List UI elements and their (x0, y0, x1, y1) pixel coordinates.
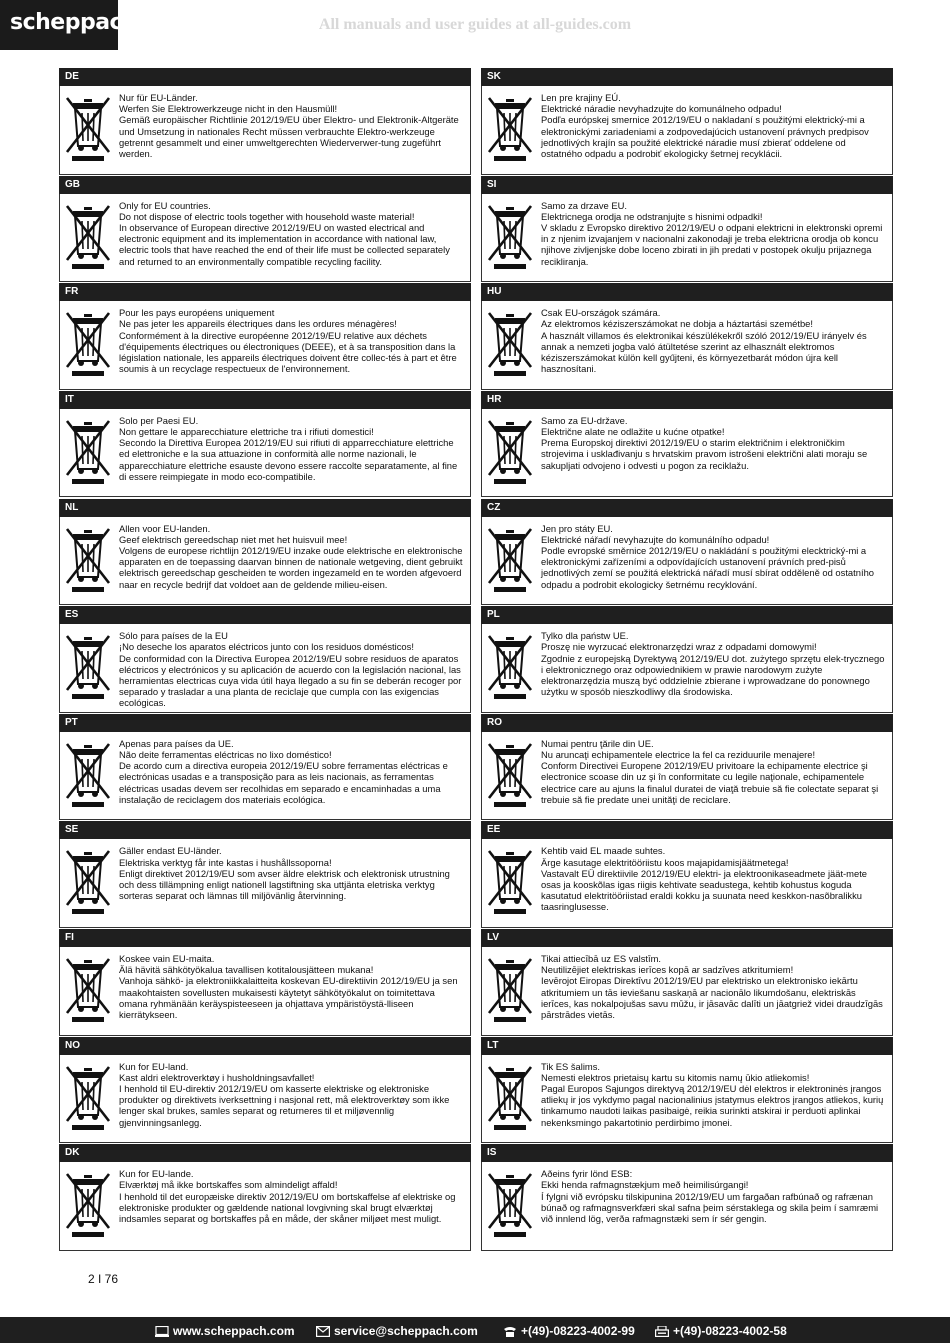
language-code: ES (59, 606, 471, 624)
page-number: 2 I 76 (88, 1272, 119, 1286)
crossed-out-bin-icon (486, 204, 534, 270)
language-code: DK (59, 1144, 471, 1162)
disposal-section-hu (481, 283, 893, 390)
disposal-text: Aðeins fyrir lönd ESB: Ekki henda rafmagnstækjum með heimilisúrgangi! Í fylgni við evrópsku tilskipunina 2012/19/EU um fargaðan rafbúnað og rafrænan búnað og rafmagnsverkfæri skal safna þeim sérstaklega og skila þeim í samræmi við innlend lög, verða rafmagnstæki sem ír sér gengin. (541, 1168, 879, 1225)
crossed-out-bin-icon (64, 419, 112, 485)
disposal-text: Jen pro státy EU. Elektrické nářadí nevyhazujte do komunálního odpadu! Podle evropské směrnice 2012/19/EU o nakládání s použitými elecktrický-mi a elektronickými zařízeními a odpovídajících ustanovení právních pred-pisů jednotlivých zemí se použitá elektrická nářadí musí sbírat odděleně od ostatního odpadu a podrobit ekologicky šetrnému recyklování. (541, 522, 875, 590)
page-header (0, 0, 950, 54)
language-code: SI (481, 176, 893, 194)
disposal-text: Solo per Paesi EU. Non gettare le apparecchiature elettriche tra i rifiuti domestici! Secondo la Direttiva Europea 2012/19/EU sui rifiuti di apparrecchiature elettriche ed elettroniche e la sua attuazione in conformità alle norme nazionali, le apparecchiature elettriche esauste devono essere raccolte separatamente, al fine di essere reimpiegate in modo eco-compatibile. (119, 414, 458, 482)
crossed-out-bin-icon (486, 849, 534, 915)
disposal-text: Tylko dla państw UE. Proszę nie wyrzucać elektronarzędzi wraz z odpadami domowymi! Zgodnie z europejską Dyrektywą 2012/19/EU dot. zużytego sprzętu elek-trycznego i elektronicznego oraz odpowiednikiem w prawie narodowym zużyte elektronarzędzia muszą być oddzielnie zbierane i wprowadzane do ponownego użytku w sposób nieszkodliwy dla środowiska. (541, 630, 885, 698)
watermark: All manuals and user guides at all-guides.com (318, 16, 632, 33)
computer-icon (155, 1326, 169, 1337)
phone-text: +(49)-08223-4002-99 (521, 1324, 635, 1338)
disposal-section-cz (481, 499, 893, 606)
crossed-out-bin-icon (64, 96, 112, 162)
fax-icon (655, 1326, 669, 1337)
crossed-out-bin-icon (486, 527, 534, 593)
crossed-out-bin-icon (486, 742, 534, 808)
disposal-text: Koskee vain EU-maita. Älä hävitä sähkötyökalua tavallisen kotitalousjätteen mukana! Vanhoja sähkö- ja elektroniikkalaitteita koskevan EU-direktiivin 2012/19/EU ja sen maakohtaisten sovellusten mukaisesti käytetyt sähkötyökalut on toimitettava omana ryhmänään keräyspisteeseen ja ohjattava ympäristöystä-lliseen kierrätykseen. (119, 953, 458, 1021)
crossed-out-bin-icon (64, 634, 112, 700)
footer-fax[interactable] (655, 1324, 787, 1338)
page-footer (0, 1317, 950, 1343)
crossed-out-bin-icon (64, 849, 112, 915)
section-body (481, 517, 893, 606)
section-body (481, 194, 893, 283)
disposal-text: Tik ES šalims. Nemesti elektros prietaisų kartu su kitomis namų ūkio atliekomis! Pagal Europos Sąjungos direktyvą 2012/19/EU dėl elektros ir elektroninės įrangos atliekų ir jos vykdymo pagal nacionalinius įstatymus elektros įrangos atliekos, kurių tinkamumo naudoti laikas pasibaigė, reikia surinkti atskirai ir perduoti aplinkai nekenksmingo pakartotinio perdirbimo įmonei. (541, 1060, 884, 1128)
language-code: IS (481, 1144, 893, 1162)
footer-email[interactable] (316, 1324, 478, 1338)
crossed-out-bin-icon (486, 419, 534, 485)
crossed-out-bin-icon (486, 957, 534, 1023)
language-code: NO (59, 1037, 471, 1055)
email-text: service@scheppach.com (334, 1324, 478, 1338)
disposal-text: Only for EU countries. Do not dispose of electric tools together with household waste material! In observance of European directive 2012/19/EU on wasted electrical and electronic equipment and its implementation in accordance with national law, electric tools that have reached the end of their life must be collected separately and returned to an environmentally compatible recycling facility. (119, 199, 450, 267)
language-code: CZ (481, 499, 893, 517)
section-body (481, 732, 893, 821)
crossed-out-bin-icon (64, 742, 112, 808)
disposal-section-dk (59, 1144, 471, 1251)
disposal-text: Kehtib vaid EL maade suhtes. Ärge kasutage elektritööriistu koos majapidamisjäätmetega! Vastavalt EÜ direktiivile 2012/19/EU elektri- ja elektroonikaseadmete jäät-mete osas ja kooskõlas igas riigis kehtivate seadustega, kehtib kohustus koguda kasutatud elektritööriistad eraldi kokku ja suunata need keskkon-nasõbralikku taasringlusesse. (541, 845, 868, 913)
section-body (59, 1162, 471, 1251)
language-code: DE (59, 68, 471, 86)
disposal-text: Nur für EU-Länder. Werfen Sie Elektrowerkzeuge nicht in den Hausmüll! Gemäß europäischer Richtlinie 2012/19/EU über Elektro- und Elektronik-Altgeräte und Umsetzung in nationales Recht müssen verbrauchte Elektro-werkzeuge getrennt gesammelt und einer umweltgerechten Wiederverwer-tung zugeführt werden. (119, 92, 459, 160)
footer-website[interactable] (155, 1324, 295, 1338)
section-body (481, 301, 893, 390)
language-code: FI (59, 929, 471, 947)
language-code: PT (59, 714, 471, 732)
crossed-out-bin-icon (64, 1065, 112, 1131)
disposal-text: Numai pentru ţările din UE. Nu aruncaţi echipamentele electrice la fel ca reziduurile menajere! Conform Directivei Europene 2012/19/EU privitoare la echipamente electrice şi electronice scoase din uz şi în conformitate cu legile naţionale, echipamentele electrice care au ajuns la finalul duratei de viaţă trebuie să fie colectate separat şi trebuie să fie predate unei unităţi de reciclare. (541, 737, 879, 805)
crossed-out-bin-icon (486, 1065, 534, 1131)
section-body (481, 947, 893, 1036)
language-code: GB (59, 176, 471, 194)
section-body (481, 409, 893, 498)
language-code: LT (481, 1037, 893, 1055)
fax-text: +(49)-08223-4002-58 (673, 1324, 787, 1338)
disposal-text: Kun for EU-land. Kast aldri elektroverktøy i husholdningsavfallet! I henhold til EU-direktiv 2012/19/EU om kasserte elektriske og elektroniske produkter og direktivets iverksettning i nasjonal rett, må elektroverktøy som ikke lenger skal brukes, samles separat og returneres til et miljøvennlig gjenvinningsanlegg. (119, 1060, 450, 1128)
language-code: LV (481, 929, 893, 947)
disposal-text: Tikai attiecībā uz ES valstīm. Neutilizējiet elektriskas ierīces kopā ar sadzīves atkritumiem! Ievērojot Eiropas Direktīvu 2012/19/EU par elektrisko un elektronisko iekārtu atkritumiem un tās ieviešanu saskaņā ar nacionālo likumdošanu, elektriskās ierīces, kas nokalpojušas savu mūžu, ir jāsavāc dalīti un jāatgriež videi draudzīgās pārstrādes vietās. (541, 953, 883, 1021)
section-body (481, 839, 893, 928)
disposal-section-lv (481, 929, 893, 1036)
disposal-text: Gäller endast EU-länder. Elektriska verktyg får inte kastas i hushållssoporna! Enligt direktivet 2012/19/EU som avser äldre elektrisk och elektronisk utrustning och dess tillämpning enligt nationell lagstiftning ska uttjänta eletriska verktyg sorteras separat och lämnas till miljövänlig återvinning. (119, 845, 450, 902)
disposal-grid (59, 68, 893, 1262)
disposal-section-lt (481, 1037, 893, 1144)
disposal-text: Samo za drzave EU. Elektricnega orodja ne odstranjujte s hisnimi odpadki! V skladu z Evropsko direktivo 2012/19/EU o odpani elektricni in elektronski opremi in z njenim izvajanjem v nacionalni zakonodaji je treba elektricna orodja ob koncu njihove zivljenjske dobe loceno zbirati in jih predati v postopek okulju prijaznega recikliranja. (541, 199, 883, 267)
section-body (59, 839, 471, 928)
disposal-section-fr (59, 283, 471, 390)
crossed-out-bin-icon (64, 311, 112, 377)
section-body (481, 1055, 893, 1144)
section-body (59, 732, 471, 821)
crossed-out-bin-icon (64, 527, 112, 593)
disposal-text: Apenas para países da UE. Não deite ferramentas eléctricas no lixo doméstico! De acordo cum a directiva europeia 2012/19/EU sobre ferramentas eléctricas e electrónicas usadas e a transposição para as leis nacionais, as ferramentas eléctricas usadas devem ser recolhidas em separado e encaminhadas a uma instalação de reciclagem dos materiais ecológica. (119, 737, 448, 805)
section-body (59, 947, 471, 1036)
crossed-out-bin-icon (486, 1172, 534, 1238)
phone-icon (503, 1326, 517, 1337)
disposal-section-gb (59, 176, 471, 283)
disposal-text: Pour les pays européens uniquement Ne pas jeter les appareils électriques dans les ordures ménagères! Conformément à la directive européenne 2012/19/EU relative aux déchets d'équipements électriques ou électroniques (DEEE), et à sa transposition dans la législation nationale, les appareils électriques doivent être collec-tés à part et être soumis à un recyclage respectueux de l'environnement. (119, 307, 457, 375)
website-text: www.scheppach.com (173, 1324, 295, 1338)
language-code: HR (481, 391, 893, 409)
disposal-text: Csak EU-országok számára. Az elektromos kéziszerszámokat ne dobja a háztartási szemétbe! A használt villamos és elektronikai készülékekről szóló 2012/19/EU irányelv és annak a nemzeti jogba való átültetése szerint az elhasznált elektromos kéziszerszámokat külön kell gyűjteni, és környezetbarát módon újra kell hasznosítani. (541, 307, 867, 375)
section-body (59, 409, 471, 498)
language-code: IT (59, 391, 471, 409)
section-body (59, 301, 471, 390)
disposal-section-de (59, 68, 471, 175)
logo-text: scheppach (10, 10, 138, 35)
mail-icon (316, 1326, 330, 1337)
section-body (59, 194, 471, 283)
disposal-text: Allen voor EU-landen. Geef elektrisch gereedschap niet met het huisvuil mee! Volgens de europese richtlijn 2012/19/EU inzake oude elektrische en elektronische apparaten en de toepassing daarvan binnen de nationale wetgeving, dient gebruikt elektrisch gereedschap gescheiden te worden ingezameld en te worden afgevoerd naar en recycle bedrijf dat voldoet aan de geldende milieu-eisen. (119, 522, 463, 590)
language-code: SE (59, 821, 471, 839)
section-body (59, 517, 471, 606)
disposal-section-fi (59, 929, 471, 1036)
language-code: NL (59, 499, 471, 517)
disposal-section-is (481, 1144, 893, 1251)
section-body (59, 1055, 471, 1144)
section-body (59, 86, 471, 175)
language-code: FR (59, 283, 471, 301)
disposal-section-nl (59, 499, 471, 606)
crossed-out-bin-icon (486, 311, 534, 377)
disposal-section-pl (481, 606, 893, 713)
disposal-section-si (481, 176, 893, 283)
disposal-text: Kun for EU-lande. Elværktøj må ikke bortskaffes som almindeligt affald! I henhold til det europæiske direktiv 2012/19/EU om bortskaffelse af elektriske og elektroniske produkter og gældende national lovgivning skal brugt elværktøj indsamles separat og bortskaffes på en måde, der skåner miljøet mest muligt. (119, 1168, 456, 1225)
section-body (481, 624, 893, 713)
language-code: RO (481, 714, 893, 732)
disposal-section-pt (59, 714, 471, 821)
footer-phone[interactable] (503, 1324, 635, 1338)
language-code: PL (481, 606, 893, 624)
section-body (481, 1162, 893, 1251)
disposal-section-no (59, 1037, 471, 1144)
disposal-text: Sólo para países de la EU ¡No deseche los aparatos eléctricos junto con los residuos domésticos! De conformidad con la Directiva Europea 2012/19/EU sobre residuos de aparatos eléctricos y electrónicos y su aplicación de acuerdo con la legislación nacional, las herramientas electricas cuya vida útil haya llegado a su fin se deberán recoger por separado y trasladar a una planta de reciclaje que cumpla con las exigencias ecológicas. (119, 630, 462, 709)
crossed-out-bin-icon (64, 957, 112, 1023)
section-body (481, 86, 893, 175)
disposal-section-sk (481, 68, 893, 175)
disposal-text: Samo za EU-države. Električne alate ne odlažite u kućne otpatke! Prema Europskoj direktivi 2012/19/EU o starim električnim i elektroničkim strojevima i usklađivanju s hrvatskim pravom istrošeni električni alati moraju se sakupljati odvojeno i odvesti u pogon za reciklažu. (541, 414, 868, 471)
disposal-section-ee (481, 821, 893, 928)
section-body (59, 624, 471, 713)
language-code: SK (481, 68, 893, 86)
disposal-text: Len pre krajiny EÚ. Elektrické náradie nevyhadzujte do komunálneho odpadu! Podľa európskej smernice 2012/19/EU o nakladaní s použitými elektrický-mi a elektronickými zariadeniami a zodpovedajúcich ustanovení právnych predpisov jednotlivých krajín sa použité elektrické náradie musí zbierať oddelene od ostatného odpadu a podrobiť ekologicky šetrnej recyklácii. (541, 92, 869, 160)
disposal-section-hr (481, 391, 893, 498)
disposal-section-ro (481, 714, 893, 821)
language-code: EE (481, 821, 893, 839)
crossed-out-bin-icon (64, 204, 112, 270)
disposal-section-it (59, 391, 471, 498)
crossed-out-bin-icon (486, 634, 534, 700)
language-code: HU (481, 283, 893, 301)
disposal-section-se (59, 821, 471, 928)
crossed-out-bin-icon (486, 96, 534, 162)
disposal-section-es (59, 606, 471, 713)
crossed-out-bin-icon (64, 1172, 112, 1238)
